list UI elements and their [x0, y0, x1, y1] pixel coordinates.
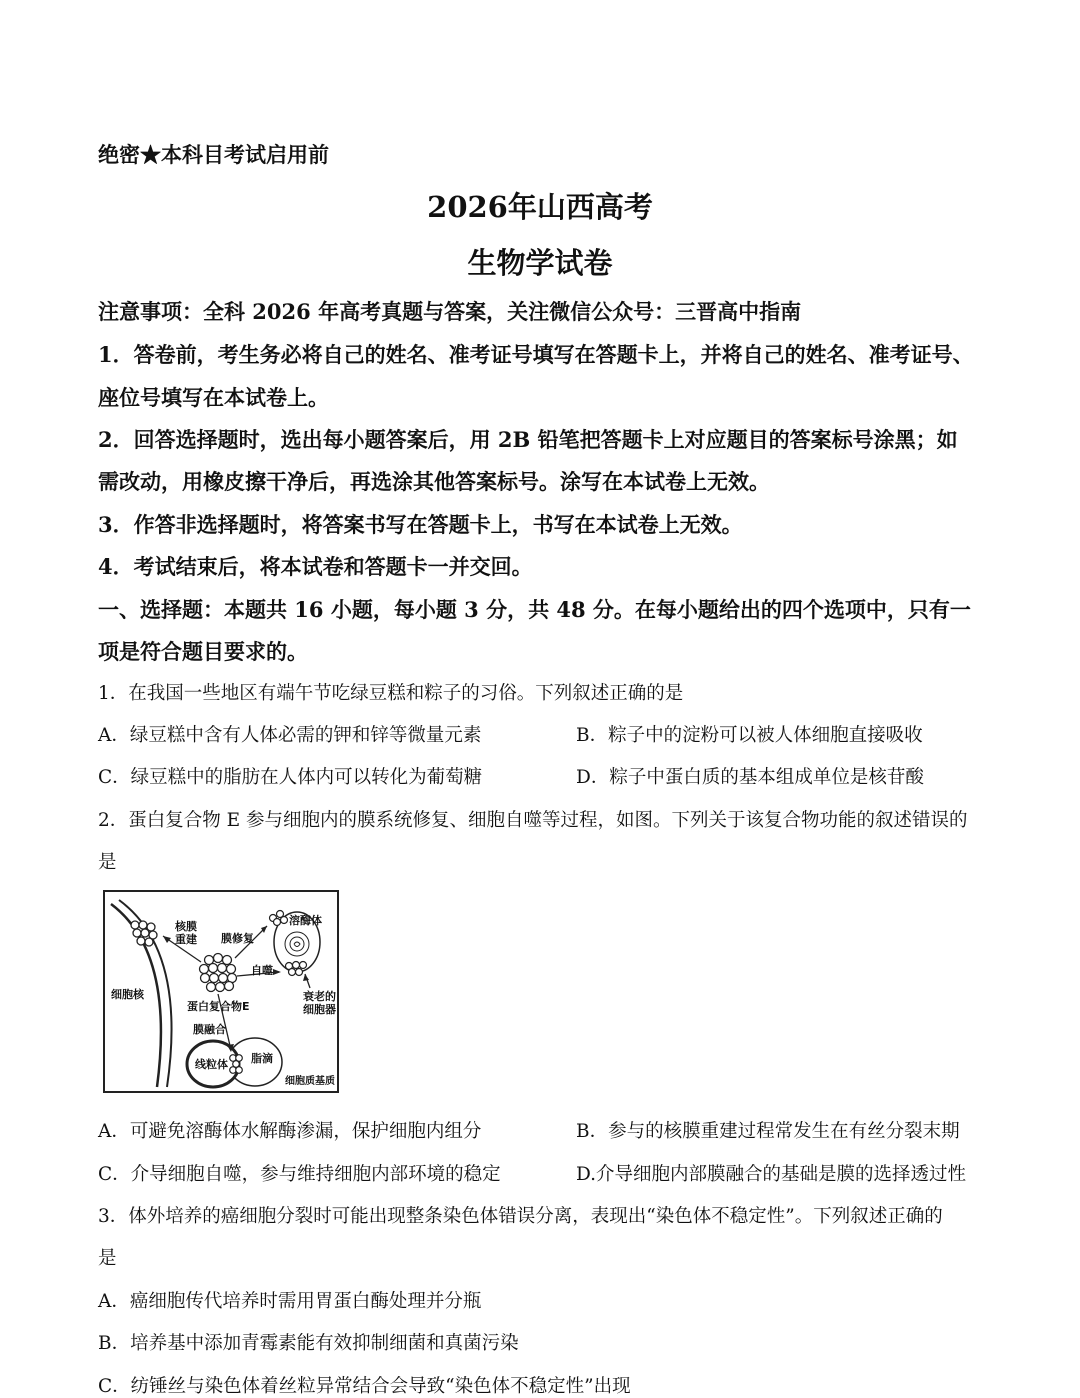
label-lysosome: 溶酶体: [289, 914, 322, 927]
question-2-option-b: B．参与的核膜重建过程常发生在有丝分裂末期: [576, 1121, 960, 1142]
complex-cluster-nucleus: [131, 921, 157, 946]
exam-title: 2026年山西高考: [427, 190, 653, 224]
question-1-option-c: C．绿豆糕中的脂肪在人体内可以转化为葡萄糖: [98, 767, 483, 788]
label-mitochondrion: 线粒体: [195, 1058, 228, 1071]
question-2-option-a: A．可避免溶酶体水解酶渗漏，保护细胞内组分: [98, 1121, 482, 1142]
label-membrane-fusion: 膜融合: [193, 1023, 226, 1036]
exam-subtitle: 生物学试卷: [467, 246, 613, 280]
section-heading-cont: 项是符合题目要求的。: [98, 639, 308, 664]
question-2-stem: 2．蛋白复合物 E 参与细胞内的膜系统修复、细胞自噬等过程，如图。下列关于该复合物功能的叙述错误的: [98, 810, 968, 831]
question-2-stem-cont: 是: [98, 852, 117, 873]
label-nucleus: 细胞核: [111, 988, 144, 1001]
question-2-option-c: C．介导细胞自噬，参与维持细胞内部环境的稳定: [98, 1164, 501, 1185]
section-heading: 一、选择题：本题共 16 小题，每小题 3 分，共 48 分。在每小题给出的四个选项中，只有一: [98, 597, 971, 622]
complex-e-cluster: [200, 954, 237, 992]
label-membrane-repair: 膜修复: [221, 932, 254, 945]
notice-item: 2．回答选择题时，选出每小题答案后，用 2B 铅笔把答题卡上对应题目的答案标号涂黑；如: [98, 427, 958, 452]
question-3-stem-cont: 是: [98, 1248, 117, 1269]
question-3-option-a: A．癌细胞传代培养时需用胃蛋白酶处理并分瓶: [98, 1291, 482, 1312]
question-3-option-c: C．纺锤丝与染色体着丝粒异常结合会导致“染色体不稳定性”出现: [98, 1376, 631, 1397]
label-aged-organelle: 衰老的 细胞器: [303, 990, 336, 1016]
notice-heading: 注意事项：全科 2026 年高考真题与答案，关注微信公众号：三晋高中指南: [98, 299, 802, 324]
notice-item: 4．考试结束后，将本试卷和答题卡一并交回。: [98, 554, 533, 579]
notice-item: 需改动，用橡皮擦干净后，再选涂其他答案标号。涂写在本试卷上无效。: [98, 469, 770, 494]
confidential-mark: 绝密★本科目考试启用前: [98, 142, 329, 167]
question-3-option-b: B．培养基中添加青霉素能有效抑制细菌和真菌污染: [98, 1333, 519, 1354]
question-3-stem: 3．体外培养的癌细胞分裂时可能出现整条染色体错误分离，表现出“染色体不稳定性”。下列叙述正确的: [98, 1206, 943, 1227]
question-1-option-a: A．绿豆糕中含有人体必需的钾和锌等微量元素: [98, 725, 482, 746]
label-autophagy: 自噬: [251, 964, 273, 977]
question-1-stem: 1．在我国一些地区有端午节吃绿豆糕和粽子的习俗。下列叙述正确的是: [98, 683, 684, 704]
label-cytoplasm: 细胞质基质: [285, 1076, 335, 1087]
notice-item: 1．答卷前，考生务必将自己的姓名、准考证号填写在答题卡上，并将自己的姓名、准考证号、: [98, 342, 974, 367]
label-lipid-droplet: 脂滴: [251, 1052, 273, 1065]
question-1-option-b: B．粽子中的淀粉可以被人体细胞直接吸收: [576, 725, 923, 746]
question-2-option-d: D.介导细胞内部膜融合的基础是膜的选择透过性: [576, 1164, 967, 1185]
label-nuclear-rebuild: 核膜 重建: [175, 920, 197, 946]
notice-item: 3．作答非选择题时，将答案书写在答题卡上，书写在本试卷上无效。: [98, 512, 743, 537]
protein-complex-diagram: [103, 890, 339, 1093]
question-1-option-d: D．粽子中蛋白质的基本组成单位是核苷酸: [576, 767, 924, 788]
label-complex-e: 蛋白复合物E: [187, 1000, 250, 1013]
notice-item: 座位号填写在本试卷上。: [98, 385, 329, 410]
